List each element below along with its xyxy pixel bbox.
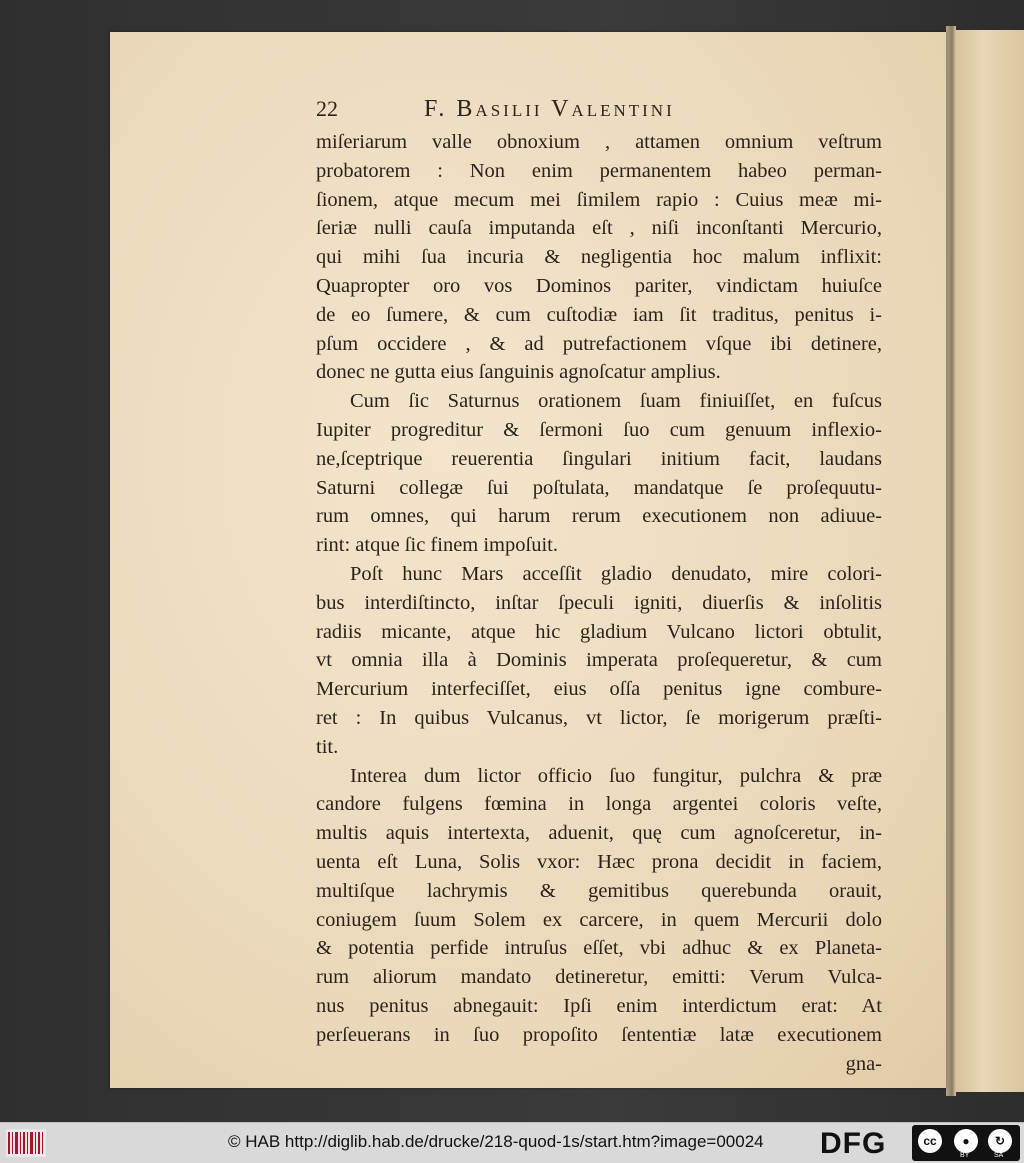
page-number: 22 xyxy=(316,96,338,121)
text-line: rum aliorum mandato detineretur, emitti: Verum Vulca- xyxy=(316,966,882,989)
license-sa-label: SA xyxy=(994,1152,1004,1159)
text-line: miſeriarum valle obnoxium , attamen omnium veſtrum xyxy=(316,131,882,153)
dfg-logo: DFG xyxy=(820,1127,887,1160)
text-line: ſionem, atque mecum mei ſimilem rapio : Cuius meæ mi- xyxy=(316,188,882,211)
text-line: ſeriæ nulli cauſa imputanda eſt , niſi inconſtanti Mercurio, xyxy=(316,217,882,240)
text-block xyxy=(316,128,882,1078)
text-line: tit. xyxy=(316,735,339,758)
attribution-icon: ● xyxy=(954,1129,978,1153)
share-alike-icon: ↻ xyxy=(988,1129,1012,1153)
text-line: bus interdiſtincto, inſtar ſpeculi igniti, diuerſis & inſolitis xyxy=(316,591,882,614)
text-line: Cum ſic Saturnus orationem ſuam finiuiſſet, en fuſcus xyxy=(350,390,882,413)
text-line: qui mihi ſua incuria & negligentia hoc malum inflixit: xyxy=(316,246,882,269)
text-line: Iupiter progreditur & ſermoni ſuo cum genuum inflexio- xyxy=(316,418,882,441)
running-title: F. Basilii Valentini xyxy=(424,96,675,122)
running-head xyxy=(316,96,882,130)
catchword: gna- xyxy=(845,1052,882,1075)
text-line: uenta eſt Luna, Solis vxor: Hæc prona decidit in faciem, xyxy=(316,850,882,873)
text-line: rum omnes, qui harum rerum executionem non adiuue- xyxy=(316,505,882,528)
text-line: Interea dum lictor officio ſuo fungitur, pulchra & præ xyxy=(350,764,882,787)
text-line: de eo ſumere, & cum cuſtodiæ iam ſit traditus, penitus i- xyxy=(316,303,882,326)
license-by-label: BY xyxy=(960,1152,970,1159)
text-line: Mercurium interfeciſſet, eius oſſa penitus igne combure- xyxy=(316,678,882,701)
text-line: multis aquis intertexta, aduenit, quę cum agnoſceretur, in- xyxy=(316,822,882,845)
text-line: multiſque lachrymis & gemitibus querebunda orauit, xyxy=(316,879,882,902)
barcode-icon xyxy=(6,1129,46,1157)
text-line: candore fulgens fœmina in longa argentei coloris veſte, xyxy=(316,793,882,816)
cc-icon: cc xyxy=(918,1129,942,1153)
text-line: probatorem : Non enim permanentem habeo perman- xyxy=(316,159,882,182)
text-line: vt omnia illa à Dominis imperata proſequeretur, & cum xyxy=(316,649,882,672)
text-line: & potentia perfide intruſus eſſet, vbi adhuc & ex Planeta- xyxy=(316,937,882,960)
text-line: nus penitus abnegauit: Ipſi enim interdictum erat: At xyxy=(316,994,882,1017)
text-line: Poſt hunc Mars acceſſit gladio denudato, mire colori- xyxy=(350,562,882,585)
text-line: ne,ſceptrique reuerentia ſingulari initium facit, laudans xyxy=(316,447,882,470)
text-line: ret : In quibus Vulcanus, vt lictor, ſe morigerum præſti- xyxy=(316,706,882,729)
text-line: Saturni collegæ ſui poſtulata, mandatque ſe proſequutu- xyxy=(316,476,882,499)
viewer-footer xyxy=(0,1122,1024,1163)
copyright-link[interactable]: © HAB http://diglib.hab.de/drucke/218-quod-1s/start.htm?image=00024 xyxy=(228,1132,764,1151)
cc-license-badge[interactable] xyxy=(912,1125,1020,1161)
text-line: Quapropter oro vos Dominos pariter, vindictam huiuſce xyxy=(316,274,882,297)
text-line: perſeuerans in ſuo propoſito ſententiæ latæ executionem xyxy=(316,1023,882,1046)
text-line: rint: atque ſic finem impoſuit. xyxy=(316,534,558,557)
text-line: coniugem ſuum Solem ex carcere, in quem Mercurii dolo xyxy=(316,908,882,931)
text-line: radiis micante, atque hic gladium Vulcano lictori obtulit, xyxy=(316,620,882,643)
book-spine xyxy=(946,26,956,1096)
text-line: donec ne gutta eius ſanguinis agnoſcatur amplius. xyxy=(316,361,721,384)
text-line: pſum occidere , & ad putrefactionem vſque ibi detinere, xyxy=(316,332,882,355)
facing-page-edge xyxy=(956,30,1024,1092)
